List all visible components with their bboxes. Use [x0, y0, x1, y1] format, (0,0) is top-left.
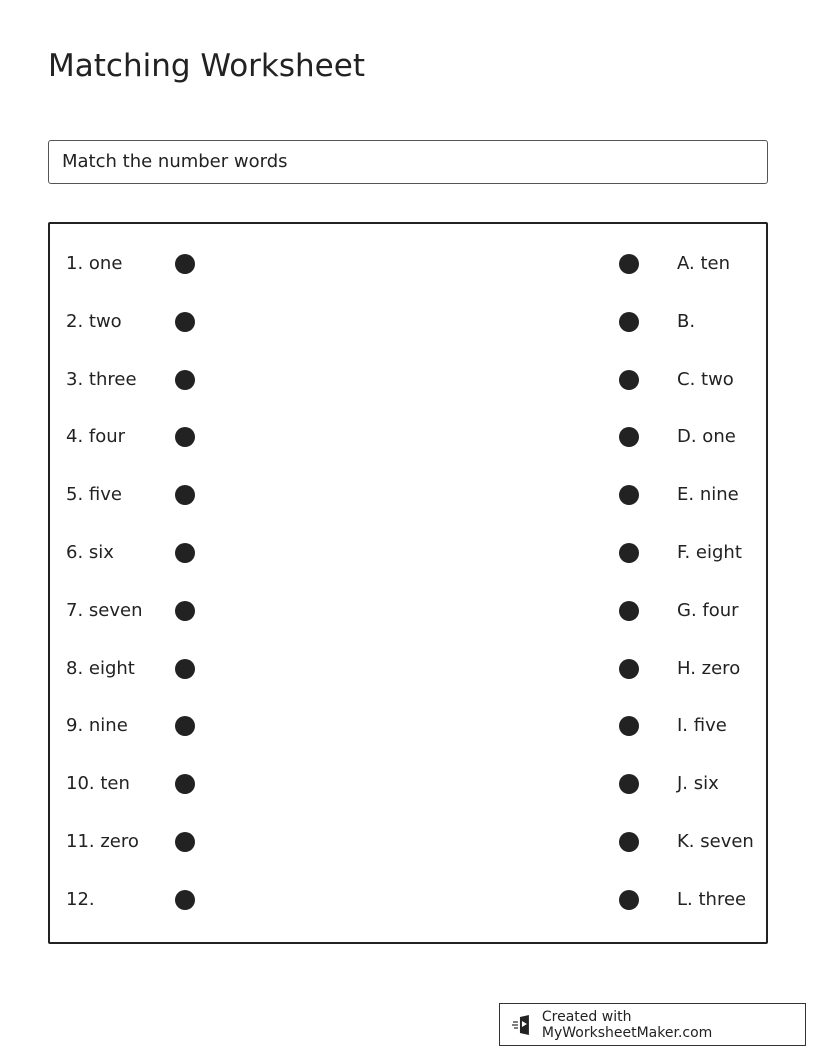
left-dot[interactable] [175, 485, 195, 505]
match-row [50, 307, 766, 337]
left-dot[interactable] [175, 659, 195, 679]
left-item: 11. zero [66, 831, 139, 852]
left-item: 2. two [66, 310, 122, 332]
left-item: 1. one [66, 253, 123, 274]
match-row [50, 885, 766, 915]
left-dot[interactable] [175, 543, 195, 563]
match-row [50, 596, 766, 626]
match-row [50, 654, 766, 684]
worksheet-logo-icon [512, 1014, 534, 1036]
right-item: B. [677, 310, 696, 332]
instructions-box: Match the number words [48, 140, 768, 184]
match-row [50, 249, 766, 279]
left-item: 9. nine [66, 715, 128, 737]
left-dot[interactable] [175, 774, 195, 794]
left-item: 12. [66, 888, 95, 910]
right-item: F. eight [677, 542, 742, 563]
left-dot[interactable] [175, 832, 195, 852]
right-dot[interactable] [619, 716, 639, 736]
right-item: E. nine [677, 484, 739, 506]
right-item: I. five [677, 715, 727, 737]
right-item: C. two [677, 368, 734, 390]
right-item: L. three [677, 888, 747, 910]
match-row [50, 711, 766, 741]
match-row [50, 365, 766, 395]
left-dot[interactable] [175, 890, 195, 910]
matching-area [48, 222, 768, 944]
left-item: 7. seven [66, 599, 143, 621]
right-dot[interactable] [619, 774, 639, 794]
left-item: 10. ten [66, 773, 130, 795]
right-dot[interactable] [619, 427, 639, 447]
match-row [50, 538, 766, 568]
left-dot[interactable] [175, 716, 195, 736]
match-row [50, 422, 766, 452]
match-row [50, 827, 766, 857]
left-dot[interactable] [175, 427, 195, 447]
match-row [50, 480, 766, 510]
right-item: J. six [677, 773, 719, 795]
match-row [50, 769, 766, 799]
right-dot[interactable] [619, 312, 639, 332]
footer-text: Created with MyWorksheetMaker.com [541, 1008, 713, 1041]
right-dot[interactable] [619, 832, 639, 852]
right-item: D. one [677, 426, 736, 448]
left-item: 3. three [66, 368, 137, 390]
footer-badge[interactable] [499, 1003, 806, 1046]
right-item: G. four [677, 599, 739, 621]
right-dot[interactable] [619, 890, 639, 910]
left-dot[interactable] [175, 254, 195, 274]
left-dot[interactable] [175, 370, 195, 390]
left-item: 6. six [66, 542, 114, 563]
left-item: 5. five [66, 484, 122, 506]
left-item: 8. eight [66, 657, 135, 679]
right-dot[interactable] [619, 485, 639, 505]
right-item: A. ten [677, 253, 730, 274]
right-item: H. zero [677, 657, 741, 679]
page-title: Matching Worksheet [48, 48, 365, 84]
right-dot[interactable] [619, 659, 639, 679]
right-dot[interactable] [619, 601, 639, 621]
left-dot[interactable] [175, 312, 195, 332]
right-dot[interactable] [619, 254, 639, 274]
right-item: K. seven [677, 831, 754, 852]
right-dot[interactable] [619, 543, 639, 563]
right-dot[interactable] [619, 370, 639, 390]
left-item: 4. four [66, 426, 126, 448]
left-dot[interactable] [175, 601, 195, 621]
